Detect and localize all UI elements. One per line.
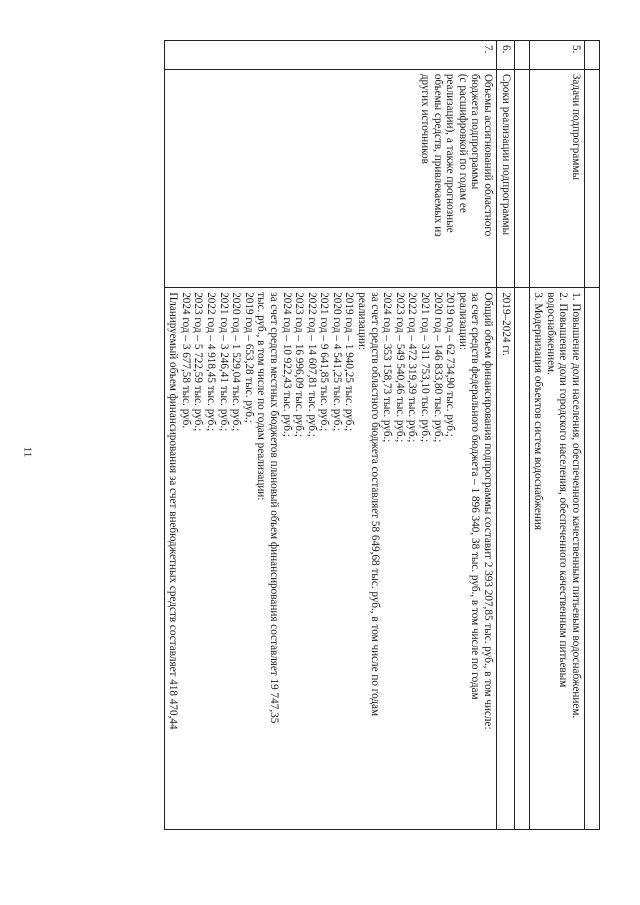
content-line: 1. Повышение доли населения, обеспеченного качественным питьевым водоснабжением. bbox=[570, 292, 582, 719]
content-line: водоснабжением. bbox=[544, 292, 557, 375]
content-line: реализации: bbox=[356, 292, 369, 350]
content-line: 2022 год – 4 918,45 тыс. руб.; bbox=[204, 292, 217, 432]
rotated-page-content bbox=[70, 40, 600, 830]
label-line: Сроки реализации подпрограммы bbox=[499, 73, 512, 236]
content-line: 2020 год – 4 541,25 тыс. руб.; bbox=[330, 292, 343, 432]
content-line: за счет средств федерального бюджета – 1 896 340, 38 тыс. руб., в том числе по годам bbox=[469, 292, 482, 700]
row-number: 6. bbox=[497, 41, 515, 70]
table-row bbox=[497, 41, 515, 830]
table-gap-row bbox=[514, 41, 529, 830]
table-top-gap-row bbox=[585, 41, 600, 830]
content-line: 2019 год – 653,28 тыс. руб.; bbox=[242, 292, 255, 423]
content-line: 2022 год – 472 319,39 тыс. руб.; bbox=[406, 292, 419, 443]
row-content bbox=[529, 288, 584, 830]
row-label bbox=[164, 69, 496, 287]
content-line: 2024 год – 10 922,43 тыс. руб.; bbox=[280, 292, 293, 437]
label-line: реализации), а также прогнозные bbox=[444, 73, 457, 233]
content-line: 2021 год – 9 641,85 тыс. руб.; bbox=[318, 292, 331, 432]
page-number: 11 bbox=[21, 446, 34, 458]
table-row bbox=[529, 41, 584, 830]
content-line: 2020 год – 1 529,04 тыс. руб.; bbox=[230, 292, 243, 432]
content-line: за счет средств областного бюджета составляет 58 649,68 тыс. руб., в том числе по годам bbox=[368, 292, 381, 717]
row-content bbox=[164, 288, 496, 830]
label-line: объемы средств, привлекаемых из bbox=[431, 73, 444, 237]
subprogram-passport-table bbox=[164, 40, 600, 830]
content-line: Общий объем финансирования подпрограммы составит 2 393 207,85 тыс. руб., в том числе: bbox=[482, 292, 495, 730]
content-line: 2019 год – 62 734,90 тыс. руб.; bbox=[444, 292, 457, 437]
label-line: других источников bbox=[419, 73, 432, 164]
content-line: 2022 год – 14 607,81 тыс. руб.; bbox=[305, 292, 318, 437]
content-line: 2024 год – 3 677,58 тыс. руб. bbox=[179, 292, 192, 429]
table-row bbox=[164, 41, 496, 830]
content-line: реализации: bbox=[456, 292, 469, 350]
label-line: Объемы ассигнований областного bbox=[482, 73, 495, 237]
content-line: тыс. руб., в том числе по годам реализации: bbox=[255, 292, 268, 501]
content-line: 2021 год – 311 753,10 тыс. руб.; bbox=[419, 292, 432, 442]
content-line: за счет средств местных бюджетов плановый объем финансирования составляет 19 747,35 bbox=[267, 292, 280, 724]
content-line: 2023 год – 16 996,09 тыс. руб.; bbox=[293, 292, 306, 437]
content-line: 2019–2024 гг. bbox=[499, 292, 512, 357]
label-line: Задачи подпрограммы bbox=[570, 73, 582, 180]
content-line: 2024 год – 353 158,73 тыс. руб.; bbox=[381, 292, 394, 443]
row-content bbox=[497, 288, 515, 830]
content-line: 2023 год – 5 722,59 тыс. руб.; bbox=[192, 292, 205, 432]
content-line: 2021 год – 3 246,41 тыс. руб.; bbox=[217, 292, 230, 432]
row-number: 5. bbox=[529, 41, 584, 70]
label-line: бюджета подпрограммы bbox=[469, 73, 482, 190]
row-label bbox=[529, 69, 584, 287]
content-line: 2019 год – 1 940,25 тыс. руб.; bbox=[343, 292, 356, 432]
row-label bbox=[497, 69, 515, 287]
row-number: 7. bbox=[164, 41, 496, 70]
label-line: (с расшифровкой по годам ее bbox=[456, 73, 469, 213]
content-line: 2020 год – 146 833,80 тыс. руб.; bbox=[431, 292, 444, 443]
content-line: 2023 год – 549 540,46 тыс. руб.; bbox=[393, 292, 406, 443]
content-line: Планируемый объем финансирования за счет внебюджетных средств составляет 418 470,44 bbox=[167, 292, 180, 730]
content-line: 3. Модернизация объектов систем водоснабжения bbox=[532, 292, 545, 530]
content-line: 2. Повышение доли городского населения, обеспеченного качественным питьевым bbox=[557, 292, 570, 688]
